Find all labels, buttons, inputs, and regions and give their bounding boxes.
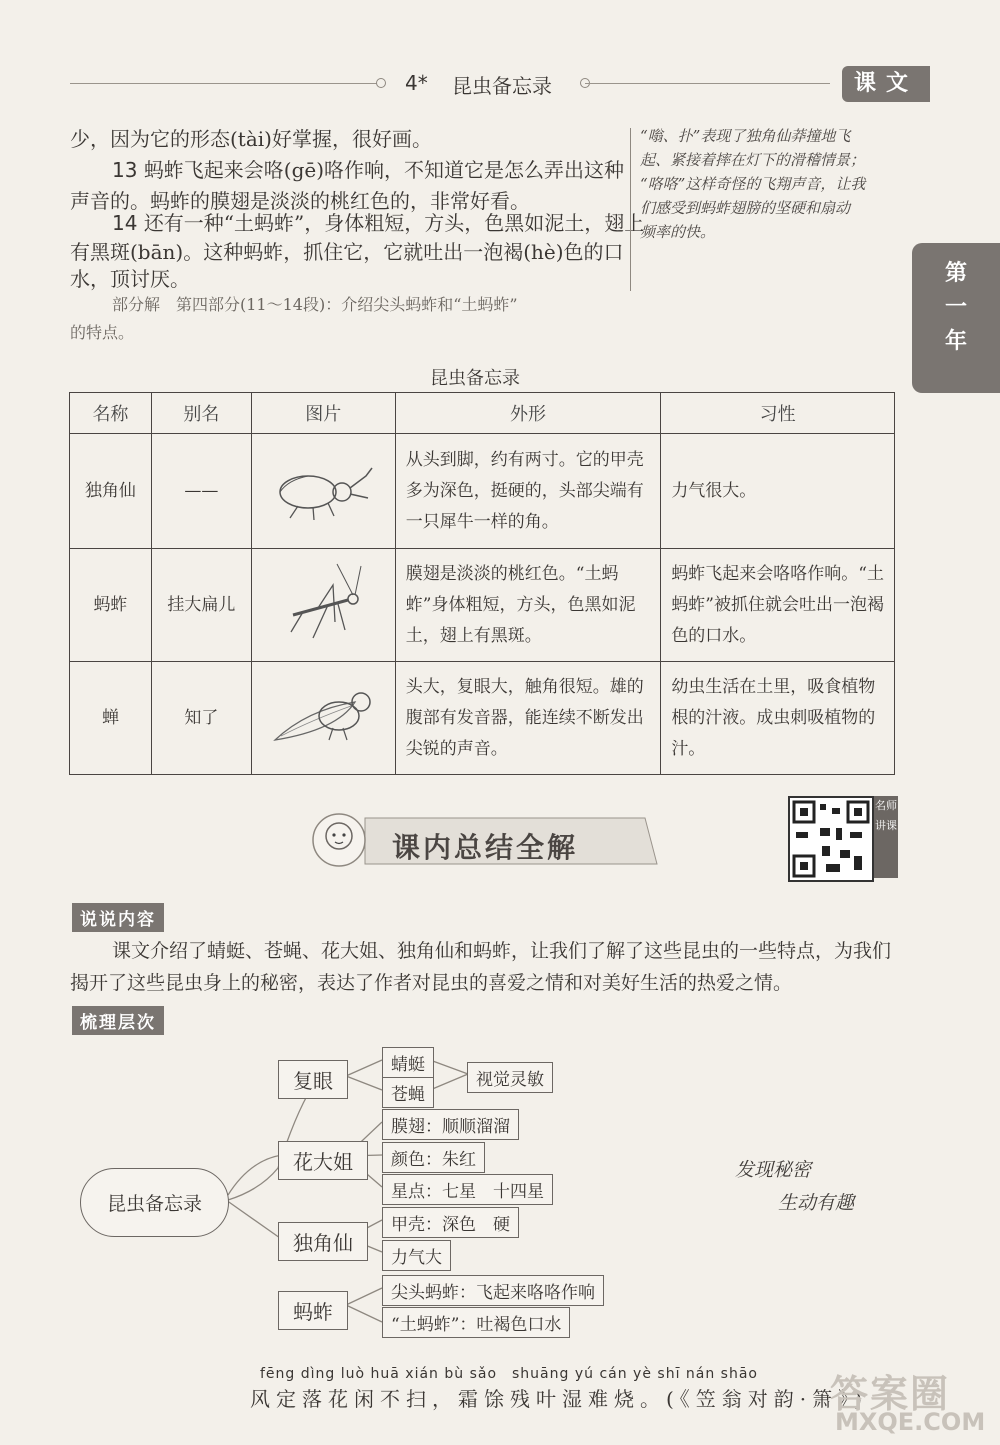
column-header: 外形 bbox=[395, 393, 661, 434]
column-header: 名称 bbox=[70, 393, 152, 434]
table-row bbox=[70, 549, 895, 662]
table-row bbox=[70, 662, 895, 775]
insect-picture-cell bbox=[251, 549, 395, 662]
watermark-logo: 答案圈 bbox=[830, 1372, 951, 1416]
qr-side-label: 名师讲课 bbox=[874, 796, 898, 878]
column-header: 图片 bbox=[251, 393, 395, 434]
mindmap-leaf: “土蚂蚱”：吐褐色口水 bbox=[382, 1307, 570, 1338]
insect-shape: 头大，复眼大，触角很短。雄的腹部有发音器，能连续不断发出尖锐的声音。 bbox=[395, 662, 661, 775]
insect-name: 独角仙 bbox=[70, 434, 152, 549]
rhinoceros-beetle-drawing bbox=[268, 458, 378, 524]
section-label-content: 说说内容 bbox=[72, 903, 164, 932]
note-divider bbox=[630, 128, 631, 291]
poem-pinyin: fēng dìng luò huā xián bù sǎo shuāng yú cán yè shī nán shāo bbox=[260, 1366, 758, 1382]
mindmap-leaf: 膜翅：顺顺溜溜 bbox=[382, 1109, 519, 1140]
insect-shape: 从头到脚，约有两寸。它的甲壳多为深色，挺硬的，头部尖端有一只犀牛一样的角。 bbox=[395, 434, 661, 549]
insect-name: 蚂蚱 bbox=[70, 549, 152, 662]
paragraph-13-line bbox=[112, 153, 624, 187]
mindmap-root: 昆虫备忘录 bbox=[80, 1168, 229, 1237]
table-row bbox=[70, 434, 895, 549]
insect-shape: 膜翅是淡淡的桃红色。“土蚂蚱”身体粗短，方头，色黑如泥土，翅上有黑斑。 bbox=[395, 549, 661, 662]
side-note bbox=[640, 124, 910, 244]
side-tab-char: 第 bbox=[944, 261, 967, 286]
mindmap-leaf: 颜色：朱红 bbox=[382, 1142, 485, 1173]
paragraph-line: 少，因为它的形态(tài)好掌握，很好画。 bbox=[70, 127, 432, 151]
table-title: 昆虫备忘录 bbox=[430, 368, 520, 389]
insect-picture-cell bbox=[251, 434, 395, 549]
paragraph-line: 水，顶讨厌。 bbox=[70, 267, 190, 291]
insect-alias: 挂大扁儿 bbox=[151, 549, 251, 662]
column-header: 别名 bbox=[151, 393, 251, 434]
mindmap-phrase: 发现秘密 bbox=[735, 1159, 812, 1181]
grasshopper-drawing bbox=[273, 560, 373, 650]
summary-text-line: 课文介绍了蜻蜓、苍蝇、花大姐、独角仙和蚂蚱，让我们了解了这些昆虫的一些特点，为我们 bbox=[112, 940, 892, 962]
lesson-title: 昆虫备忘录 bbox=[452, 74, 552, 98]
mindmap-node-dujiaoxian: 独角仙 bbox=[278, 1222, 368, 1261]
paragraph-line: 有黑斑(bān)。这种蚂蚱，抓住它，它就吐出一泡褐(hè)色的口 bbox=[70, 240, 624, 264]
paragraph-number: 13 bbox=[112, 158, 138, 182]
mindmap-leaf: 苍蝇 bbox=[382, 1077, 434, 1108]
table-header-row bbox=[70, 393, 895, 434]
mindmap-leaf: 星点：七星 十四星 bbox=[382, 1174, 553, 1205]
insect-picture-cell bbox=[251, 662, 395, 775]
qr-code-icon[interactable] bbox=[788, 796, 874, 882]
side-note-line: 起、紧接着摔在灯下的滑稽情景； bbox=[640, 151, 866, 169]
mindmap-leaf: 蜻蜓 bbox=[382, 1047, 434, 1078]
side-note-line: “嗡、扑”表现了独角仙莽撞地飞 bbox=[640, 127, 851, 145]
section-label-structure: 梳理层次 bbox=[72, 1006, 164, 1035]
paragraph-number: 14 bbox=[112, 211, 138, 235]
side-tab-char: 年 bbox=[944, 329, 967, 354]
side-note-line: 频率的快。 bbox=[640, 223, 716, 241]
mindmap-leaf: 尖头蚂蚱：飞起来咯咯作响 bbox=[382, 1275, 604, 1306]
column-header: 习性 bbox=[661, 393, 895, 434]
insect-alias: 知了 bbox=[151, 662, 251, 775]
summary-text-line: 揭开了这些昆虫身上的秘密，表达了作者对昆虫的喜爱之情和对美好生活的热爱之情。 bbox=[70, 972, 793, 994]
cicada-drawing bbox=[267, 680, 379, 756]
grade-side-tab bbox=[912, 243, 1000, 393]
side-tab-char: 一 bbox=[944, 295, 967, 320]
header-dot-left bbox=[376, 78, 386, 88]
insect-memo-table bbox=[69, 392, 895, 775]
lesson-number: 4* bbox=[405, 71, 428, 95]
side-note-line: 们感受到蚂蚱翅膀的坚硬和扇动 bbox=[640, 199, 851, 217]
paragraph-line: 声音的。蚂蚱的膜翅是淡淡的桃红色的，非常好看。 bbox=[70, 189, 530, 213]
side-note-line: “咯咯”这样奇怪的飞翔声音，让我 bbox=[640, 175, 866, 193]
mindmap-leaf: 力气大 bbox=[382, 1240, 451, 1271]
mindmap-leaf: 甲壳：深色 硬 bbox=[382, 1207, 519, 1238]
paragraph-text: 还有一种“土蚂蚱”，身体粗短，方头，色黑如泥土，翅上 bbox=[143, 211, 645, 235]
header-rule-left bbox=[70, 83, 380, 84]
insect-habit: 力气很大。 bbox=[661, 434, 895, 549]
part-analysis-line: 部分解 第四部分(11～14段)：介绍尖头蚂蚱和“土蚂蚱” bbox=[112, 295, 518, 314]
watermark-url: MXQE.COM bbox=[835, 1408, 986, 1436]
paragraph-text: 蚂蚱飞起来会咯(gē)咯作响，不知道它是怎么弄出这种 bbox=[143, 158, 625, 182]
insect-habit: 幼虫生活在土里，吸食植物根的汁液。成虫刺吸植物的汁。 bbox=[661, 662, 895, 775]
insect-habit: 蚂蚱飞起来会咯咯作响。“土蚂蚱”被抓住就会吐出一泡褐色的口水。 bbox=[661, 549, 895, 662]
insect-alias: —— bbox=[151, 434, 251, 549]
mindmap-node-mazha: 蚂蚱 bbox=[278, 1291, 348, 1330]
mindmap-phrase: 生动有趣 bbox=[778, 1192, 855, 1214]
mindmap-node-fuyan: 复眼 bbox=[278, 1060, 348, 1099]
summary-banner-title: 课内总结全解 bbox=[392, 831, 579, 864]
poem-line: 风定落花闲不扫，霜馀残叶湿难烧。(《笠翁对韵·箫》) bbox=[250, 1387, 868, 1411]
insect-name: 蝉 bbox=[70, 662, 152, 775]
part-analysis-line: 的特点。 bbox=[70, 323, 135, 342]
mindmap-node-huadajie: 花大姐 bbox=[278, 1141, 368, 1180]
mindmap-leaf: 视觉灵敏 bbox=[467, 1062, 553, 1093]
header-rule-right bbox=[585, 83, 830, 84]
section-tab: 课文 bbox=[842, 66, 930, 102]
